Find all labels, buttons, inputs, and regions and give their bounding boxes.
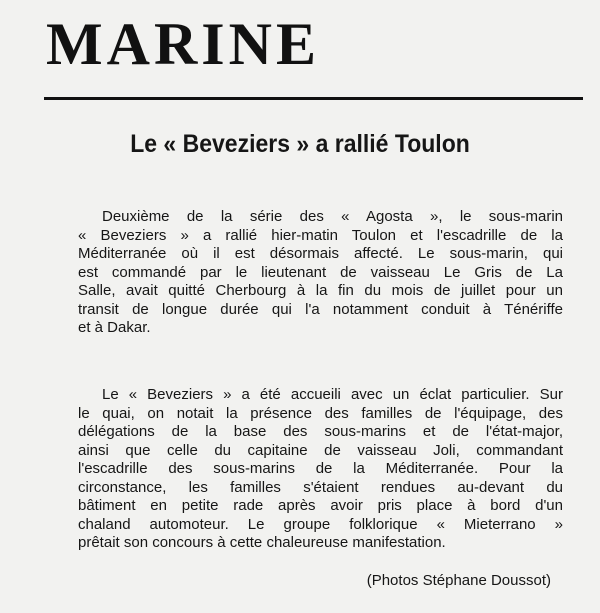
paragraph-line: prêtait son concours à cette chaleureuse manifestation.	[78, 534, 446, 551]
paragraph-line: transit de longue durée qui l'a notamment conduit à Ténériffe	[78, 300, 563, 318]
article-headline: Le « Beveziers » a rallié Toulon	[130, 130, 470, 158]
article-paragraph-2	[78, 386, 563, 553]
photo-credit: (Photos Stéphane Doussot)	[366, 572, 551, 589]
paragraph-line: le quai, on notait la présence des familles de l'équipage, des	[78, 404, 563, 422]
article-paragraph-1	[78, 208, 563, 338]
paragraph-line: Le « Beveziers » a été accueili avec un éclat particulier. Sur	[102, 386, 563, 403]
paragraph-line: circonstance, les familles s'étaient rendues au-devant du	[78, 478, 563, 496]
section-title: MARINE	[46, 11, 320, 77]
paragraph-line: délégations de la base des sous-marins et de l'état-major,	[78, 423, 563, 440]
section-divider	[44, 97, 583, 100]
paragraph-line: « Beveziers » a rallié hier-matin Toulon et l'escadrille de la	[78, 226, 563, 244]
paragraph-line: Deuxième de la série des « Agosta », le sous-marin	[102, 208, 563, 225]
paragraph-line: l'escadrille des sous-marins de la Méditerranée. Pour la	[78, 460, 563, 477]
paragraph-line: et à Dakar.	[78, 319, 151, 336]
paragraph-line: bâtiment en petite rade après avoir pris place à bord d'un	[78, 497, 563, 514]
paragraph-line: Méditerranée où il est désormais affecté. Le sous-marin, qui	[78, 245, 563, 262]
paragraph-line: Salle, avait quitté Cherbourg à la fin du mois de juillet pour un	[78, 282, 563, 299]
paragraph-line: chaland automoteur. Le groupe folklorique « Mieterrano »	[78, 515, 563, 533]
paragraph-line: ainsi que celle du capitaine de vaisseau Joli, commandant	[78, 441, 563, 459]
paragraph-line: est commandé par le lieutenant de vaisseau Le Gris de La	[78, 263, 563, 281]
